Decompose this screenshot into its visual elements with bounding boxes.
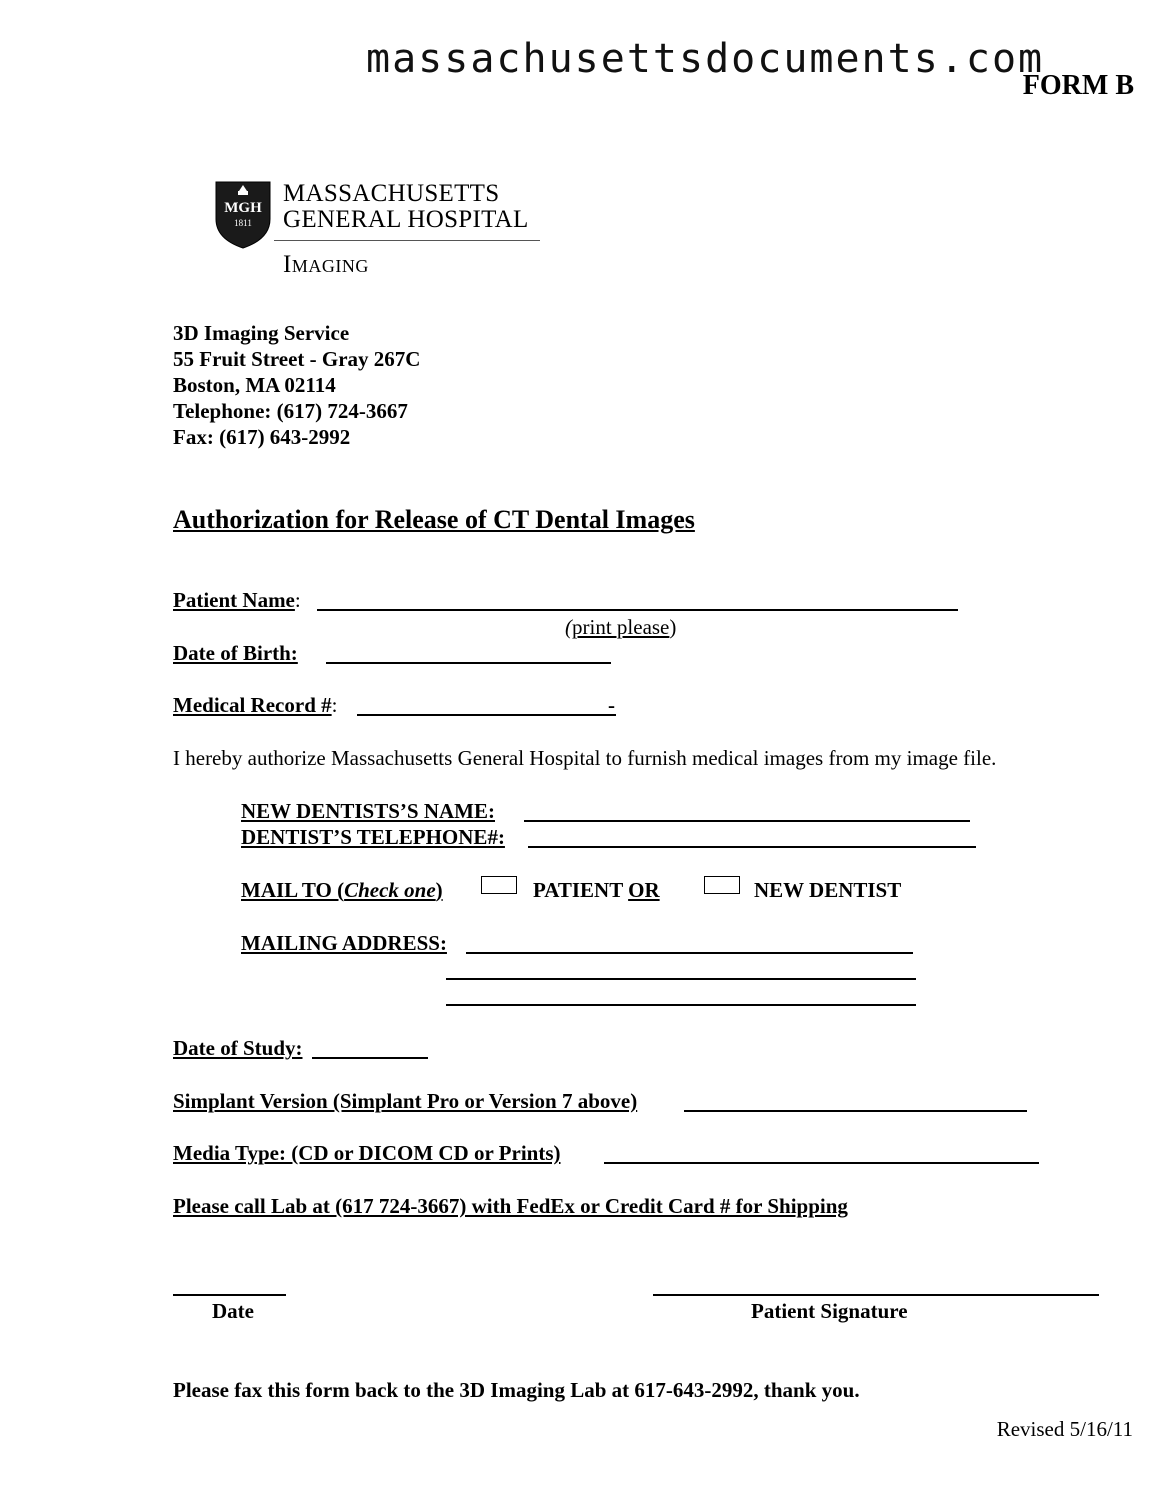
- date-of-study-input-line[interactable]: [312, 1057, 428, 1059]
- shipping-note: Please call Lab at (617 724-3667) with FedEx or Credit Card # for Shipping: [173, 1194, 848, 1218]
- dob-input-line[interactable]: [326, 662, 611, 664]
- date-of-study-label: Date of Study:: [173, 1036, 303, 1060]
- fax: Fax: (617) 643-2992: [173, 425, 351, 449]
- mailing-address-line-3[interactable]: [446, 1004, 916, 1006]
- fax-instruction: Please fax this form back to the 3D Imaging Lab at 617-643-2992, thank you.: [173, 1378, 860, 1402]
- logo-mark-year: 1811: [234, 218, 252, 228]
- simplant-version-label: Simplant Version (Simplant Pro or Version 7 above): [173, 1089, 638, 1113]
- media-type-input-line[interactable]: [604, 1162, 1039, 1164]
- media-type-label: Media Type: (CD or DICOM CD or Prints): [173, 1141, 561, 1165]
- dentist-name-input-line[interactable]: [524, 820, 970, 822]
- print-please-note: (print please): [565, 615, 677, 639]
- logo-department: Imaging: [283, 251, 369, 278]
- patient-checkbox[interactable]: [481, 876, 517, 894]
- mailing-address-line-1[interactable]: [466, 952, 913, 954]
- form-label: FORM B: [1022, 70, 1134, 101]
- revision-date: Revised 5/16/11: [996, 1417, 1133, 1441]
- logo-line1: MASSACHUSETTS: [283, 180, 500, 207]
- mrn-input-line[interactable]: [357, 714, 616, 716]
- dentist-phone-input-line[interactable]: [528, 846, 976, 848]
- street-address: 55 Fruit Street - Gray 267C: [173, 347, 421, 371]
- mailing-address-line-2[interactable]: [446, 978, 916, 980]
- simplant-version-input-line[interactable]: [684, 1110, 1027, 1112]
- patient-name-label: Patient Name:: [173, 588, 301, 612]
- patient-name-input-line[interactable]: [317, 609, 958, 611]
- mail-to-label: MAIL TO (Check one): [241, 878, 443, 902]
- logo-mark-text: MGH: [224, 200, 262, 216]
- mrn-suffix: -: [608, 693, 615, 717]
- dentist-name-label: NEW DENTISTS’S NAME:: [241, 799, 495, 823]
- city-state-zip: Boston, MA 02114: [173, 373, 336, 397]
- patient-signature-label: Patient Signature: [751, 1299, 908, 1323]
- dentist-phone-label: DENTIST’S TELEPHONE#:: [241, 825, 505, 849]
- option-new-dentist: NEW DENTIST: [754, 878, 902, 902]
- authorization-statement: I hereby authorize Massachusetts General Hospital to furnish medical images from my image file.: [173, 746, 997, 770]
- mgh-shield-logo: [215, 181, 271, 249]
- watermark-text: massachusettsdocuments.com: [366, 36, 1045, 82]
- logo-line2: GENERAL HOSPITAL: [283, 206, 529, 233]
- telephone: Telephone: (617) 724-3667: [173, 399, 408, 423]
- form-title: Authorization for Release of CT Dental Images: [173, 505, 695, 534]
- logo-divider: [274, 240, 540, 241]
- date-signature-line[interactable]: [173, 1294, 286, 1296]
- option-patient: PATIENT OR: [533, 878, 660, 902]
- service-name: 3D Imaging Service: [173, 321, 350, 345]
- mrn-label: Medical Record #:: [173, 693, 338, 717]
- dob-label: Date of Birth:: [173, 641, 298, 665]
- mailing-address-label: MAILING ADDRESS:: [241, 931, 447, 955]
- new-dentist-checkbox[interactable]: [704, 876, 740, 894]
- date-label: Date: [212, 1299, 254, 1323]
- patient-signature-line[interactable]: [653, 1294, 1099, 1296]
